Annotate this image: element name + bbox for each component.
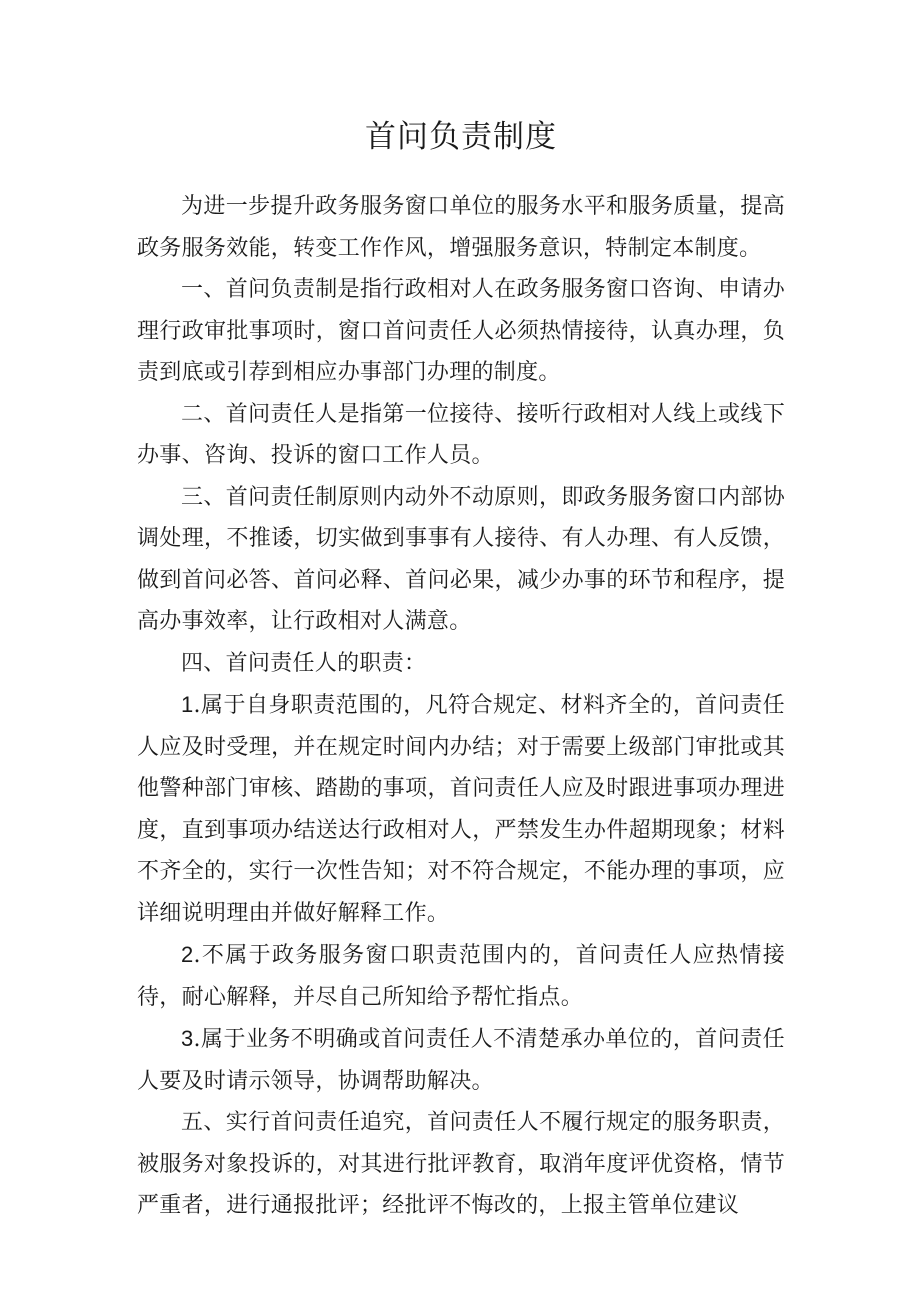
paragraph-section-5 (137, 1102, 785, 1227)
paragraph-text: .属于业务不明确或首问责任人不清楚承办单位的，首问责任人要及时请示领导，协调帮助解决。 (137, 1027, 785, 1094)
item-number: 1 (181, 692, 194, 717)
paragraph-section-4 (137, 643, 785, 685)
paragraph-text: 一、首问负责制是指行政相对人在政务服务窗口咨询、申请办理行政审批事项时，窗口首问责任人必须热情接待，认真办理，负责到底或引荐到相应办事部门办理的制度。 (137, 277, 785, 385)
paragraph-item-1 (137, 684, 785, 934)
paragraph-section-3 (137, 477, 785, 643)
item-number: 2 (181, 942, 194, 967)
paragraph-text: 三、首问责任制原则内动外不动原则，即政务服务窗口内部协调处理，不推诿，切实做到事事有人接待、有人办理、有人反馈，做到首问必答、首问必释、首问必果，减少办事的环节和程序，提高办事效率，让行政相对人满意。 (137, 484, 785, 634)
document-title: 首问负责制度 (365, 119, 557, 155)
paragraph-item-2 (137, 934, 785, 1018)
paragraph-intro (137, 186, 785, 269)
paragraph-text: 四、首问责任人的职责： (181, 650, 427, 676)
paragraph-text: .属于自身职责范围的，凡符合规定、材料齐全的，首问责任人应及时受理，并在规定时间内办结；对于需要上级部门审批或其他警种部门审核、踏勘的事项，首问责任人应及时跟进事项办理进度，直到事项办结送达行政相对人，严禁发生办件超期现象；材料不齐全的，实行一次性告知；对不符合规定，不能办理的事项，应详细说明理由并做好解释工作。 (137, 693, 785, 926)
paragraph-text: 为进一步提升政务服务窗口单位的服务水平和服务质量，提高政务服务效能，转变工作作风，增强服务意识，特制定本制度。 (137, 194, 785, 261)
item-number: 3 (181, 1026, 194, 1051)
paragraph-section-1 (137, 269, 785, 394)
paragraph-text: .不属于政务服务窗口职责范围内的，首问责任人应热情接待，耐心解释，并尽自己所知给予帮忙指点。 (137, 943, 785, 1010)
paragraph-text: 二、首问责任人是指第一位接待、接听行政相对人线上或线下办事、咨询、投诉的窗口工作人员。 (137, 401, 785, 468)
paragraph-text: 五、实行首问责任追究，首问责任人不履行规定的服务职责，被服务对象投诉的，对其进行批评教育，取消年度评优资格，情节严重者，进行通报批评；经批评不悔改的，上报主管单位建议 (137, 1110, 785, 1218)
paragraph-item-3 (137, 1018, 785, 1102)
document-body (137, 186, 785, 1227)
paragraph-section-2 (137, 394, 785, 477)
